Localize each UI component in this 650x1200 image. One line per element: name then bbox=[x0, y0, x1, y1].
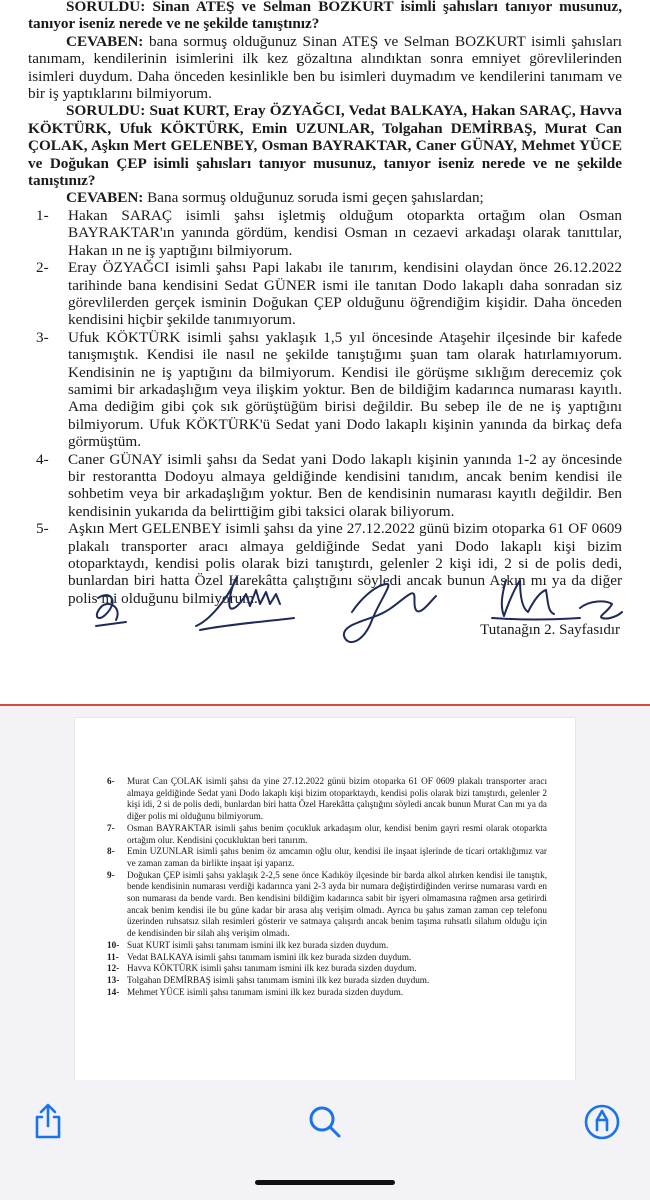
answer-2 bbox=[28, 189, 622, 206]
item-text: Osman BAYRAKTAR isimli şahıs benim çocukluk arkadaşım olur, kendisi benim gayri resmi olarak otoparkta ortağım olur. Kendisini çocukluktan beri tanırım. bbox=[127, 822, 547, 845]
bottom-toolbar bbox=[0, 1080, 650, 1200]
question-1 bbox=[28, 0, 622, 33]
list-item bbox=[107, 776, 547, 823]
list-item bbox=[28, 207, 622, 259]
item-text: Emin UZUNLAR isimli şahıs benim öz amcamın oğlu olur, kendisi ile inşaat işlerinde de ticari ortaklığımız var ve zaman zaman da birlikte inşaat işi yaparız. bbox=[127, 846, 547, 868]
signature-3 bbox=[344, 584, 436, 642]
list-item bbox=[107, 940, 547, 952]
item-text: Suat KURT isimli şahsı tanımam ismini ilk kez burada sizden duydum. bbox=[127, 939, 389, 950]
item-number: 11- bbox=[107, 951, 119, 962]
question-text: Suat KURT, Eray ÖZYAĞCI, Vedat BALKAYA, Hakan SARAÇ, Havva KÖKTÜRK, Ufuk KÖKTÜRK, Emin UZUNLAR, Tolgahan DEMİRBAŞ, Murat Can ÇOLAK, Aşkın Mert GELENBEY, Osman BAYRAKTAR, Caner GÜNAY, Mehmet YÜCE ve Doğukan ÇEP isimli şahısları tanıyor musunuz, tanıyor iseniz nerede ve ne şekilde tanıştınız? bbox=[28, 102, 622, 190]
item-text: Doğukan ÇEP isimli şahsı yaklaşık 2-2,5 sene önce Kadıköy ilçesinde bir barda alkol alırken kendisi ile tanıştık, bende kendisinin numarası verdiği kadarınca yani 2-3 ayda bir numara değiştirdiğinden verirse numarası vardı en son numarası da bende vardı. Ben kendisini bildiğim kadarınca sabit bir işyeri olmamasına rağmen arsa getirirdi ancak benim kendisi ile bu güne kadar bir arasa alış verişim olmadı. Ayrıca bu şahıs zaman zaman cep telefonu üzerinden ruhsatsız silah resimleri gösterir ve satmaya çalışırdı ancak benim taşıma ruhsatlı silahım olduğu için de kendisinden bir silah alış verişim olmadı. bbox=[127, 869, 547, 939]
list-item bbox=[28, 259, 622, 329]
answer-text: Bana sormuş olduğunuz soruda ismi geçen şahıslardan; bbox=[143, 189, 484, 207]
item-text: Havva KÖKTÜRK isimli şahsı tanımam ismini ilk kez burada sizden duydum. bbox=[127, 963, 417, 974]
signature-4 bbox=[492, 580, 622, 620]
item-text: Ufuk KÖKTÜRK isimli şahsı yaklaşık 1,5 yıl öncesinde Ataşehir ilçesinde bir kafede tanışmıştık. Kendisi ile nasıl ne şekilde tanıştığımı şuan tam olarak hatırlamıyorum. Kendisinin ne iş yaptığını da bilmiyorum. Kendisi ile görüşme sıklığım derecemiz çok samimi bir arkadaşlığım veya ilişkim yoktur. Ben de bildiğim kadarınca numarası kayıtlı. Ama dediğim gibi çok sık görüştüğüm birisi değildir. Bu sebep ile de ne iş yaptığını bilmiyorum. Ufuk KÖKTÜRK'ü Sedat yani Dodo lakaplı kişinin yanında da birkaç defa görmüştüm. bbox=[68, 328, 622, 451]
list-item bbox=[28, 451, 622, 521]
list-item bbox=[28, 329, 622, 451]
item-number: 6- bbox=[107, 776, 115, 786]
item-number: 12- bbox=[107, 963, 120, 974]
item-number: 9- bbox=[107, 869, 115, 880]
share-button[interactable] bbox=[26, 1100, 70, 1144]
list-item bbox=[107, 975, 547, 987]
list-item bbox=[107, 987, 547, 999]
page-footer: Tutanağın 2. Sayfasıdır bbox=[480, 622, 620, 638]
item-number: 4- bbox=[36, 450, 49, 468]
item-number: 5- bbox=[36, 520, 49, 538]
item-number: 8- bbox=[107, 846, 115, 857]
list-item bbox=[107, 870, 547, 940]
page-1-text bbox=[28, 0, 622, 607]
list-item bbox=[107, 963, 547, 975]
list-item bbox=[107, 823, 547, 846]
item-number: 7- bbox=[107, 822, 115, 833]
item-text: Aşkın Mert GELENBEY isimli şahsı da yine 27.12.2022 günü bizim otoparka 61 OF 0609 plakalı transporter aracı almaya geldiğinde Sedat yani Dodo lakaplı kişi bizim otoparktaydı, kendisi polis olarak bizi tanıştırdı, gelenler 2 kişi idi, 2 si de polis dedi, bunlardan biri hatta Özel Harekâtta çalıştığını söyledi ancak bunun Aşkın mı ya da diğer polis mi olduğunu bilmiyorum. bbox=[68, 520, 622, 607]
answer-text: bana sormuş olduğunuz Sinan ATEŞ ve Selman BOZKURT isimli şahısları tanımam, kendilerinin isimlerini ilk kez gözaltına alındıktan sonra emniyet görevlilerinden isimleri duydum. Daha önceden kesinlikle ben bu isimleri duymadım ve kendilerini tanımam ve bir iş yaptıklarını bilmiyorum. bbox=[28, 32, 622, 103]
document-page-2 bbox=[75, 718, 575, 1080]
item-text: Tolgahan DEMİRBAŞ isimli şahsı tanımam ismini ilk kez burada sizden duydum. bbox=[127, 974, 430, 985]
markup-icon bbox=[580, 1100, 624, 1144]
item-text: Eray ÖZYAĞCI isimli şahsı Papi lakabı ile tanırım, kendisini olaydan önce 26.12.2022 tarihinde bana kendisini Sedat GÜNER ismi ile tanıtan Dodo lakaplı daha sonradan siz görevlilerden gerçek isminin Doğukan ÇEP olduğunu öğrendiğim kişidir. Daha önceden kendisini hiçbir şekilde tanımıyorum. bbox=[68, 259, 622, 329]
item-number: 14- bbox=[107, 986, 120, 997]
answer-1 bbox=[28, 33, 622, 103]
item-text: Hakan SARAÇ isimli şahsı işletmiş olduğum otoparkta ortağım olan Osman BAYRAKTAR'ın yanında gördüm, kendisi Osman ın cezaevi arkadaşı olarak tanıttılar, Hakan ın ne iş yaptığını bilmiyorum. bbox=[68, 206, 622, 259]
item-text: Vedat BALKAYA isimli şahsı tanımam ismini ilk kez burada sizden duydum. bbox=[127, 951, 412, 962]
search-button[interactable] bbox=[303, 1100, 347, 1144]
question-label: SORULDU: bbox=[66, 0, 146, 15]
answer-label: CEVABEN: bbox=[66, 189, 144, 207]
item-number: 3- bbox=[36, 328, 49, 346]
item-number: 13- bbox=[107, 974, 120, 985]
list-item bbox=[107, 846, 547, 869]
item-text: Murat Can ÇOLAK isimli şahsı da yine 27.12.2022 günü bizim otoparka 61 OF 0609 plakalı transporter aracı almaya geldiğinde Sedat yani Dodo lakaplı kişi bizim otoparktaydı, kendisi polis olarak bizi tanıştırdı, gelenler 2 kişi idi, 2 si de polis dedi, bunlardan biri hatta Özel Harekâtta çalıştığını söyledi ancak bunun Murat Can mı ya da diğer polis mi olduğunu bilmiyorum. bbox=[127, 776, 547, 822]
item-number: 1- bbox=[36, 206, 49, 224]
question-text: Sinan ATEŞ ve Selman BOZKURT isimli şahısları tanıyor musunuz, tanıyor iseniz nerede ve ne şekilde tanıştınız? bbox=[28, 0, 622, 33]
question-label: SORULDU: bbox=[66, 102, 146, 120]
item-text: Mehmet YÜCE isimli şahsı tanımam ismini ilk kez burada sizden duydum. bbox=[127, 986, 404, 997]
item-number: 2- bbox=[36, 259, 49, 277]
signature-2 bbox=[196, 577, 294, 630]
signature-1 bbox=[96, 595, 126, 626]
markup-button[interactable] bbox=[580, 1100, 624, 1144]
list-item bbox=[107, 952, 547, 964]
home-indicator[interactable] bbox=[255, 1180, 395, 1185]
question-2 bbox=[28, 102, 622, 189]
page-2-text bbox=[107, 776, 547, 998]
search-icon bbox=[303, 1100, 347, 1144]
item-number: 10- bbox=[107, 939, 120, 950]
page-gap bbox=[0, 706, 650, 718]
share-icon bbox=[26, 1100, 70, 1144]
answer-label: CEVABEN: bbox=[66, 32, 144, 50]
item-text: Caner GÜNAY isimli şahsı da Sedat yani Dodo lakaplı kişinin yanında 1-2 ay öncesinde bir restorantta Dodoyu almaya geldiğinde kendisini tanıdım, ancak benim kendisi ile sohbetim veya bir arkadaşlığım yoktur. Ben de kendisinin numarası kayıtlı değildir. Ben kendisinin yukarıda da belirttiğim gibi taksici olarak biliyorum. bbox=[68, 450, 622, 520]
